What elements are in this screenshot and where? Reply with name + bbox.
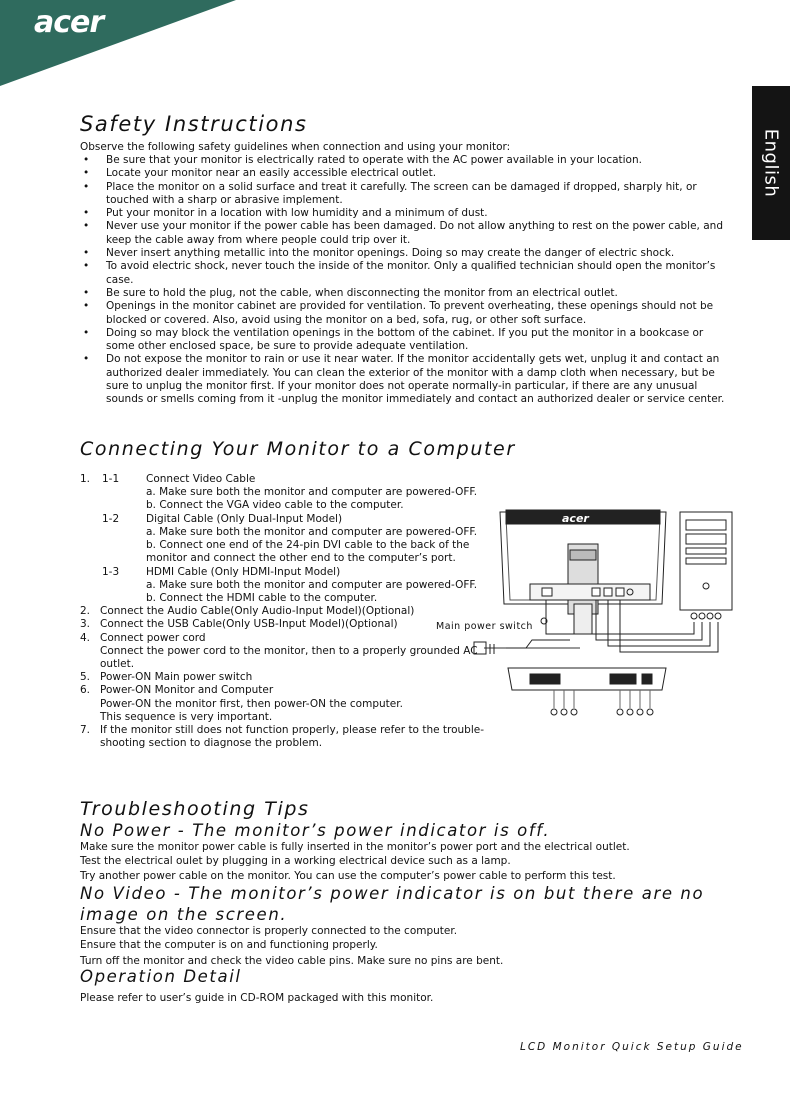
safety-item: • Never use your monitor if the power cable has been damaged. Do not allow anything to rest on the power cable, and keep the cable away from where people could trip over it. [80,220,735,247]
step-text: If the monitor still does not function properly, please refer to the trouble- [100,724,485,736]
stand-neck [574,604,592,634]
step-text: a. Make sure both the monitor and computer are powered-OFF. [146,579,478,591]
safety-item: • Never insert anything metallic into the monitor openings. Doing so may create the danger of electric shock. [80,247,735,260]
safety-item: • To avoid electric shock, never touch the inside of the monitor. Only a qualified technician should open the monitor’s case. [80,260,735,287]
step-number: 1. [80,473,91,485]
step-number: 4. [80,632,91,644]
step-number: 7. [80,724,91,736]
no-power-heading: No Power - The monitor’s power indicator is off. [80,821,551,840]
step-heading: Connect Video Cable [146,473,256,485]
step-text: a. Make sure both the monitor and computer are powered-OFF. [146,486,478,498]
logo-text: acer [34,5,104,40]
acer-logo [34,5,106,40]
main-power-switch-label: Main power switch [436,621,533,632]
step-text: Power-ON the monitor first, then power-ON the computer. [100,698,403,710]
no-video-line: Ensure that the computer is on and functioning properly. [80,939,378,951]
safety-item: • Do not expose the monitor to rain or use it near water. If the monitor accidentally gets wet, unplug it and contact an authorized dealer immediately. You can clean the exterior of the monitor with a damp cloth when necessary, but be sure to unplug the monitor first. If your monitor does not operate normally-in particular, if there are any unusual sounds or smells coming from it -unplug the monitor immediately and contact an authorized dealer or service center. [80,353,735,406]
step-heading: HDMI Cable (Only HDMI-Input Model) [146,566,341,578]
no-power-line: Test the electrical oulet by plugging in a working electrical device such as a lamp. [80,855,511,867]
no-video-line: Ensure that the video connector is properly connected to the computer. [80,925,458,937]
step-heading: Digital Cable (Only Dual-Input Model) [146,513,343,525]
language-tab [752,86,790,240]
step-heading: Connect the Audio Cable(Only Audio-Input Model)(Optional) [100,605,415,617]
step-subnumber: 1-3 [102,566,120,578]
operation-heading: Operation Detail [80,967,242,986]
step-text: a. Make sure both the monitor and computer are powered-OFF. [146,526,478,538]
no-video-line: Turn off the monitor and check the video cable pins. Make sure no pins are bent. [80,955,504,967]
step-text: b. Connect the HDMI cable to the computer. [146,592,378,604]
safety-item: • Openings in the monitor cabinet are provided for ventilation. To prevent overheating, these openings should not be blocked or covered. Also, avoid using the monitor on a bed, sofa, rug, or other soft surface. [80,300,735,327]
safety-intro: Observe the following safety guidelines when connection and using your monitor: [80,141,511,153]
step-number: 3. [80,618,91,630]
step-subnumber: 1-2 [102,513,120,525]
step-text: outlet. [100,658,135,670]
safety-item: • Doing so may block the ventilation openings in the bottom of the cabinet. If you put the monitor in a bookcase or some other enclosed space, be sure to provide adequate ventilation. [80,327,735,354]
diagram-logo: acer [562,512,589,525]
safety-item: • Locate your monitor near an easily accessible electrical outlet. [80,167,735,180]
step-number: 2. [80,605,91,617]
header-banner [0,0,808,90]
step-text: This sequence is very important. [100,711,273,723]
stand-hinge [570,550,596,560]
step-subnumber: 1-1 [102,473,120,485]
computer-tower [680,512,732,610]
language-tab-label: English [760,128,782,198]
step-text: b. Connect one end of the 24-pin DVI cable to the back of the [146,539,470,551]
safety-item: • Put your monitor in a location with low humidity and a minimum of dust. [80,207,735,220]
safety-list [80,154,735,407]
step-text: shooting section to diagnose the problem. [100,737,323,749]
safety-title: Safety Instructions [80,112,308,136]
no-power-line: Try another power cable on the monitor. You can use the computer’s power cable to perform this test. [80,870,616,882]
step-heading: Power-ON Main power switch [100,671,253,683]
step-text: monitor and connect the other end to the computer’s port. [146,552,456,564]
no-video-heading-cont: image on the screen. [80,905,288,924]
no-power-line: Make sure the monitor power cable is fully inserted in the monitor’s power port and the electrical outlet. [80,841,630,853]
step-text: b. Connect the VGA video cable to the computer. [146,499,404,511]
connection-diagram [470,484,740,724]
footer-title: LCD Monitor Quick Setup Guide [520,1041,744,1053]
safety-item: • Place the monitor on a solid surface and treat it carefully. The screen can be damaged if dropped, sharply hit, or touched with a sharp or abrasive implement. [80,181,735,208]
connecting-title: Connecting Your Monitor to a Computer [80,438,516,460]
step-heading: Power-ON Monitor and Computer [100,684,274,696]
troubleshooting-title: Troubleshooting Tips [80,798,310,820]
safety-item: • Be sure that your monitor is electrically rated to operate with the AC power available in your location. [80,154,735,167]
power-cable [506,640,570,648]
operation-text: Please refer to user’s guide in CD-ROM packaged with this monitor. [80,992,434,1004]
safety-item: • Be sure to hold the plug, not the cable, when disconnecting the monitor from an electrical outlet. [80,287,735,300]
step-text: Connect the power cord to the monitor, then to a properly grounded AC [100,645,478,657]
step-number: 5. [80,671,91,683]
step-number: 6. [80,684,91,696]
step-heading: Connect the USB Cable(Only USB-Input Model)(Optional) [100,618,398,630]
step-heading: Connect power cord [100,632,206,644]
no-video-heading: No Video - The monitor’s power indicator is on but there are no [80,884,705,903]
